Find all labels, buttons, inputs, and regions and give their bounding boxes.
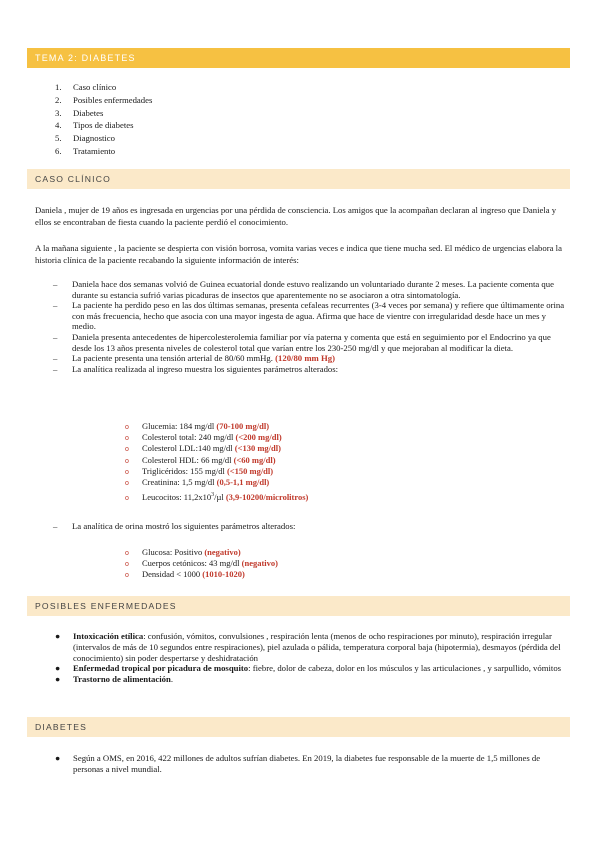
history-item: – Daniela presenta antecedentes de hipercolesterolemia familiar por vía paterna y comenta que está en seguimiento por el Endocrino ya que desde los 13 años presenta niveles de colesterol total que varían entre los 230-250 mg/dl y que mejoraban al modificar la dieta. [53, 331, 551, 353]
lab-item: o Triglicéridos: 155 mg/dl (<150 mg/dl) [125, 465, 274, 476]
index-item: 6. Tratamiento [55, 145, 116, 156]
history-item: – La analítica de orina mostró los siguientes parámetros alterados: [53, 521, 296, 531]
index-list [55, 81, 355, 158]
lab-item: o Glucosa: Positivo (negativo) [125, 547, 241, 557]
lab-item: o Glucemia: 184 mg/dl (70-100 mg/dl) [125, 421, 270, 431]
section-title: POSIBLES ENFERMEDADES [35, 601, 177, 611]
history-item: – Daniela hace dos semanas volvió de Guinea ecuatorial donde estuvo realizando un voluntariado durante 2 meses. La paciente comenta que durante su estancia sufrió varias picaduras de insectos que aparentemente no se asociaron a otra sintomatología. [53, 279, 554, 300]
index-item: 5. Diagnostico [55, 133, 115, 144]
diabetes-item: ● Según a OMS, en 2016, 422 millones de adultos sufrían diabetes. En 2019, la diabetes fue responsable de la muerte de 1,5 millones de personas a nivel mundial. [55, 753, 541, 774]
section-caso-clinico [27, 169, 570, 189]
topic-banner [27, 48, 570, 68]
section-title: DIABETES [35, 722, 88, 732]
index-item: 4. Tipos de diabetes [55, 120, 134, 131]
disease-item: ● Intoxicación etílica: confusión, vómitos, convulsiones , respiración lenta (menos de ocho respiraciones por minuto), respiración irregular (intervalos de más de 10 segundos entre respiraciones), piel azulada o pálida, temperatura corporal baja (hipotermia), desmayos (pérdida del conocimiento) sin poder despertarse y deshidratación [55, 631, 561, 663]
lab-item: o Cuerpos cetónicos: 43 mg/dl (negativo) [125, 558, 278, 569]
history-item: – La paciente presenta una tensión arterial de 80/60 mmHg. (120/80 mm Hg) [53, 353, 335, 364]
disease-item: ● Trastorno de alimentación. [55, 674, 173, 685]
section-diabetes [27, 717, 570, 737]
lab-item: o Colesterol HDL: 66 mg/dl (<60 mg/dl) [125, 454, 276, 465]
history-item: – La analítica realizada al ingreso muestra los siguientes parámetros alterados: [53, 363, 339, 374]
section-posibles-enfermedades [27, 596, 570, 616]
section-title: CASO CLÍNICO [35, 174, 111, 184]
topic-title: TEMA 2: DIABETES [35, 53, 136, 63]
caso-paragraph-1: Daniela , mujer de 19 años es ingresada en urgencias por una pérdida de consciencia. Los amigos que la acompañan declaran al ingreso que Daniela y ellos se encontraban de fiesta cuando la paciente perdió el conocimiento. [35, 205, 557, 227]
lab-item: o Densidad < 1000 (1010-1020) [125, 569, 245, 580]
history-item: – La paciente ha perdido peso en las dos últimas semanas, presenta cefaleas recurrentes (3-4 veces por semana) y refiere que últimamente orina con más frecuencia, hecho que asocia con una mayor ingesta de agua. Afirma que hace de vientre con irregularidad desde hace un mes y medio. [53, 300, 565, 332]
lab-item: o Leucocitos: $11,2x10^3/\mu l$ (3,9-10200/microlitros) [125, 492, 309, 503]
caso-paragraph-2: A la mañana siguiente , la paciente se despierta con visión borrosa, vomita varias veces e indica que tiene mucha sed. El médico de urgencias elabora la historia clínica de la paciente recabando la siguiente información de interés: [35, 243, 562, 265]
reference-value: (120/80 mm Hg) [275, 353, 335, 364]
history-list [35, 279, 570, 374]
index-item: 2. Posibles enfermedades [55, 94, 153, 105]
orina-intro [35, 521, 570, 532]
orina-list [125, 547, 525, 581]
lab-item: o Colesterol total: 240 mg/dl (<200 mg/dl) [125, 432, 282, 443]
lab-item: o Creatinina: 1,5 mg/dl (0,5-1,1 mg/dl) [125, 477, 270, 488]
diabetes-list [55, 753, 570, 775]
index-item: 3. Diabetes [55, 107, 104, 118]
disease-item: ● Enfermedad tropical por picadura de mosquito: fiebre, dolor de cabeza, dolor en los músculos y las articulaciones , y sarpullido, vómitos [55, 663, 562, 674]
possible-diseases-list [55, 631, 570, 685]
analitica-list [125, 421, 525, 503]
index-item: 1. Caso clínico [55, 82, 117, 92]
lab-item: o Colesterol LDL:140 mg/dl (<130 mg/dl) [125, 443, 281, 454]
